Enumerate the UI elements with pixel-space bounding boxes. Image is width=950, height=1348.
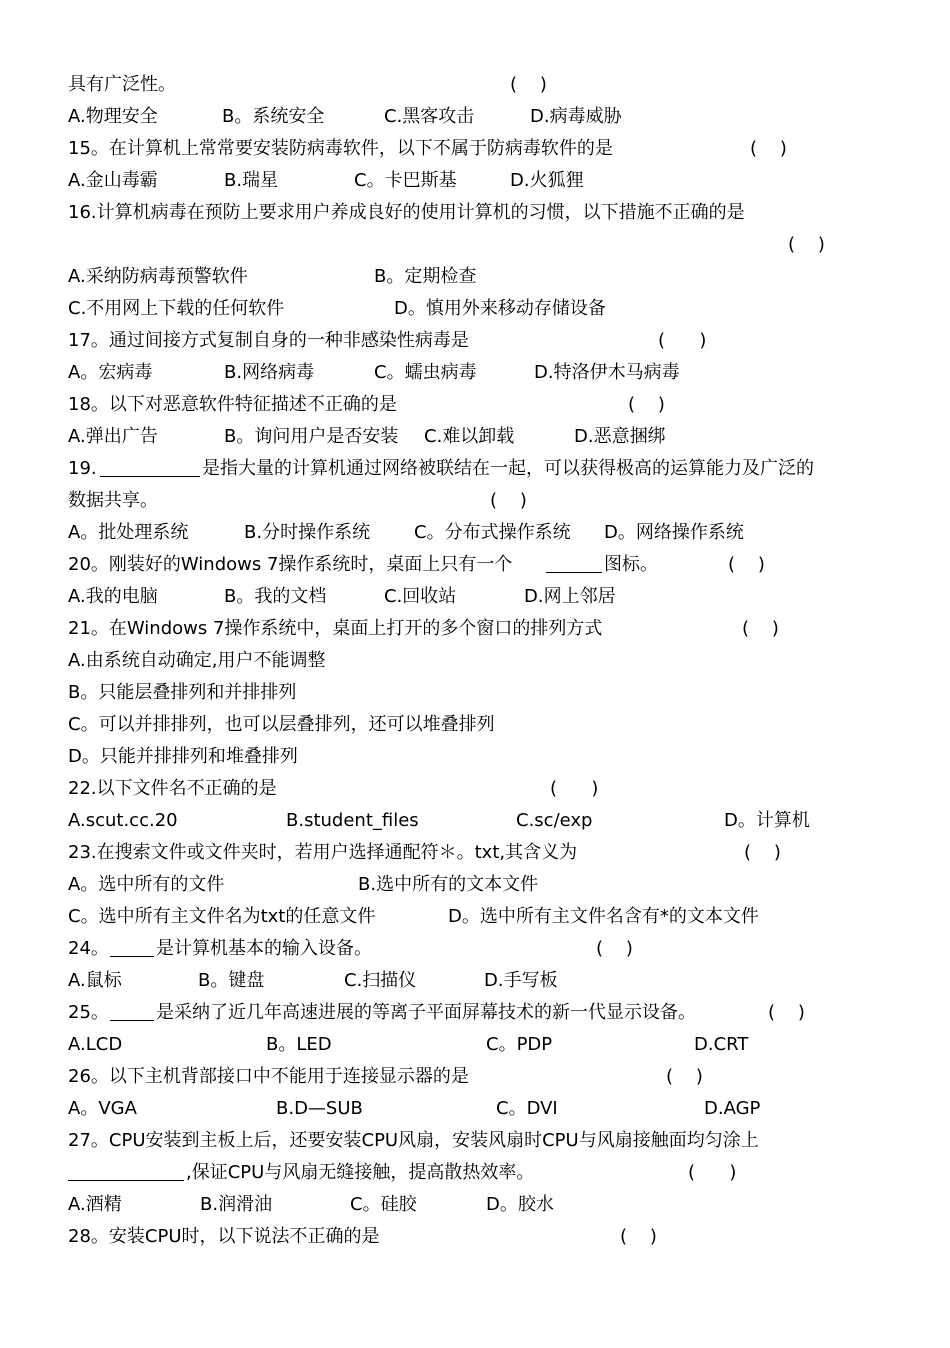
option-b: B.选中所有的文本文件: [358, 874, 539, 895]
option-c: C。可以并排排列，也可以层叠排列，还可以堆叠排列: [68, 714, 495, 735]
option-c: C。卡巴斯基: [354, 170, 457, 191]
question-23: [68, 840, 781, 866]
question-25: [68, 1000, 805, 1026]
options-line: [68, 872, 539, 898]
question-17: [68, 328, 707, 354]
question-continuation-line: [68, 1160, 737, 1186]
answer-parentheses: ( ): [490, 490, 527, 511]
question-text: 27。CPU安装到主板上后，还要安装CPU风扇，安装风扇时CPU与风扇接触面均匀涂上: [68, 1130, 759, 1151]
option-c: C。硅胶: [350, 1194, 417, 1215]
option-d: D.特洛伊木马病毒: [534, 362, 680, 383]
option-d: D.病毒威胁: [530, 106, 622, 127]
options-line: [68, 584, 616, 610]
fill-in-blank: [546, 554, 602, 573]
question-continuation-line: [68, 488, 527, 514]
answer-parentheses: ( ): [550, 778, 599, 799]
option-a: A.金山毒霸: [68, 170, 158, 191]
answer-parentheses: ( ): [628, 394, 665, 415]
option-line: [68, 648, 326, 674]
answer-parentheses: ( ): [620, 1226, 657, 1247]
options-line: [68, 168, 584, 194]
question-text: 22.以下文件名不正确的是: [68, 778, 277, 799]
option-b: B.瑞星: [224, 170, 279, 191]
answer-parentheses: ( ): [744, 842, 781, 863]
option-b: B.分时操作系统: [244, 522, 371, 543]
options-line: [68, 1096, 761, 1122]
question-19: [68, 456, 814, 482]
option-b: B.润滑油: [200, 1194, 273, 1215]
question-text: 28。安装CPU时，以下说法不正确的是: [68, 1226, 380, 1247]
fill-in-blank: [110, 938, 154, 957]
question-15: [68, 136, 787, 162]
option-c: C.回收站: [384, 586, 457, 607]
question-24: [68, 936, 633, 962]
option-d: D.恶意捆绑: [574, 426, 666, 447]
question-16: [68, 200, 745, 226]
options-line: [68, 360, 680, 386]
options-line: [68, 520, 744, 546]
question-text: 是采纳了近几年高速进展的等离子平面屏幕技术的新一代显示设备。: [156, 1002, 696, 1023]
option-a: A。选中所有的文件: [68, 874, 225, 895]
question-text: 具有广泛性。: [68, 74, 176, 95]
answer-parentheses: ( ): [658, 330, 707, 351]
option-a: A.LCD: [68, 1034, 123, 1055]
option-c: C.扫描仪: [344, 970, 417, 991]
answer-line: [68, 232, 825, 258]
answer-parentheses: ( ): [750, 138, 787, 159]
question-21: [68, 616, 779, 642]
answer-parentheses: ( ): [666, 1066, 703, 1087]
question-26: [68, 1064, 703, 1090]
answer-parentheses: ( ): [788, 234, 825, 255]
option-d: D.火狐狸: [510, 170, 584, 191]
options-line: [68, 1192, 554, 1218]
fill-in-blank: [68, 1162, 184, 1181]
option-c: C。分布式操作系统: [414, 522, 571, 543]
options-line: [68, 808, 810, 834]
option-a: A.scut.cc.20: [68, 810, 178, 831]
option-c: C.不用网上下载的任何软件: [68, 298, 285, 319]
option-a: A。VGA: [68, 1098, 137, 1119]
option-d: D。胶水: [486, 1194, 554, 1215]
option-d: D。选中所有主文件名含有*的文本文件: [448, 906, 759, 927]
question-20: [68, 552, 765, 578]
question-text: 21。在Windows 7操作系统中，桌面上打开的多个窗口的排列方式: [68, 618, 603, 639]
option-a: A.物理安全: [68, 106, 158, 127]
option-a: A。批处理系统: [68, 522, 189, 543]
option-c: C.难以卸载: [424, 426, 515, 447]
question-text: 数据共享。: [68, 490, 158, 511]
option-c: C。DVI: [496, 1098, 558, 1119]
answer-parentheses: ( ): [742, 618, 779, 639]
option-a: A。宏病毒: [68, 362, 153, 383]
option-d: D.CRT: [694, 1034, 749, 1055]
options-line: [68, 904, 759, 930]
option-d: D.AGP: [704, 1098, 761, 1119]
question-text: 20。刚装好的Windows 7操作系统时，桌面上只有一个: [68, 554, 513, 575]
option-b: B.D—SUB: [276, 1098, 363, 1119]
option-b: B。系统安全: [222, 106, 325, 127]
option-d: D。慎用外来移动存储设备: [394, 298, 606, 319]
question-number: 24。: [68, 938, 109, 959]
fill-in-blank: [100, 458, 200, 477]
option-line: [68, 744, 298, 770]
option-b: B。我的文档: [224, 586, 327, 607]
question-text: 是指大量的计算机通过网络被联结在一起，可以获得极高的运算能力及广泛的: [202, 458, 814, 479]
option-d: D.手写板: [484, 970, 558, 991]
option-a: A.弹出广告: [68, 426, 158, 447]
option-a: A.鼠标: [68, 970, 122, 991]
question-text: 15。在计算机上常常要安装防病毒软件，以下不属于防病毒软件的是: [68, 138, 613, 159]
option-line: [68, 680, 297, 706]
answer-parentheses: ( ): [510, 74, 547, 95]
option-b: B。LED: [266, 1034, 332, 1055]
option-d: D。只能并排排列和堆叠排列: [68, 746, 298, 767]
option-d: D.网上邻居: [524, 586, 616, 607]
option-b: B.student_files: [286, 810, 419, 831]
option-b: B。只能层叠排列和并排排列: [68, 682, 297, 703]
question-text: ,保证CPU与风扇无缝接触，提高散热效率。: [186, 1162, 535, 1183]
question-text: 23.在搜索文件或文件夹时，若用户选择通配符＊。txt,其含义为: [68, 842, 578, 863]
answer-parentheses: ( ): [688, 1162, 737, 1183]
options-line: [68, 1032, 749, 1058]
question-18: [68, 392, 665, 418]
options-line: [68, 296, 606, 322]
fill-in-blank: [110, 1002, 154, 1021]
option-b: B。键盘: [198, 970, 265, 991]
option-a: A.我的电脑: [68, 586, 158, 607]
option-c: C。PDP: [486, 1034, 553, 1055]
option-a: A.酒精: [68, 1194, 122, 1215]
question-22: [68, 776, 599, 802]
question-number: 19.: [68, 458, 97, 479]
question-28: [68, 1224, 657, 1250]
answer-parentheses: ( ): [596, 938, 633, 959]
question-continuation-line: [68, 72, 547, 98]
option-c: C.sc/exp: [516, 810, 593, 831]
options-line: [68, 104, 622, 130]
question-text-end: 图标。: [604, 554, 658, 575]
answer-parentheses: ( ): [768, 1002, 805, 1023]
option-b: B.网络病毒: [224, 362, 315, 383]
option-c: C。选中所有主文件名为txt的任意文件: [68, 906, 376, 927]
options-line: [68, 424, 666, 450]
question-text: 18。以下对恶意软件特征描述不正确的是: [68, 394, 397, 415]
option-b: B。定期检查: [374, 266, 477, 287]
question-text: 是计算机基本的输入设备。: [156, 938, 372, 959]
question-27: [68, 1128, 759, 1154]
question-text: 17。通过间接方式复制自身的一种非感染性病毒是: [68, 330, 469, 351]
option-c: C。蠕虫病毒: [374, 362, 477, 383]
options-line: [68, 968, 558, 994]
option-d: D。计算机: [724, 810, 810, 831]
option-a: A.由系统自动确定,用户不能调整: [68, 650, 326, 671]
option-a: A.采纳防病毒预警软件: [68, 266, 248, 287]
question-text: 16.计算机病毒在预防上要求用户养成良好的使用计算机的习惯，以下措施不正确的是: [68, 202, 745, 223]
option-c: C.黑客攻击: [384, 106, 475, 127]
question-number: 25。: [68, 1002, 109, 1023]
option-b: B。询问用户是否安装: [224, 426, 399, 447]
option-line: [68, 712, 495, 738]
options-line: [68, 264, 477, 290]
question-text: 26。以下主机背部接口中不能用于连接显示器的是: [68, 1066, 469, 1087]
answer-parentheses: ( ): [728, 554, 765, 575]
option-d: D。网络操作系统: [604, 522, 744, 543]
